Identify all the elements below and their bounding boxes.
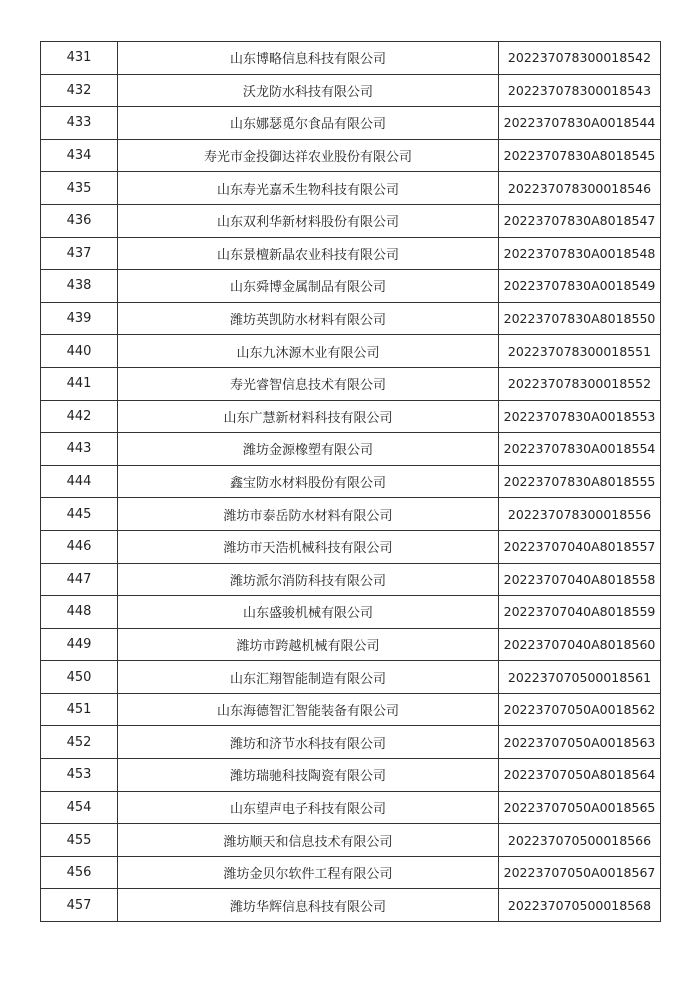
registration-code: 2022370783000185​42 (499, 42, 661, 75)
table-row (41, 726, 661, 759)
table-row (41, 628, 661, 661)
registration-code: 20223707050A0018565 (499, 791, 661, 824)
table-row (41, 107, 661, 140)
table-row (41, 302, 661, 335)
registration-code: 202237078300018552 (499, 367, 661, 400)
registration-code: 20223707830A8018550 (499, 302, 661, 335)
table-row (41, 270, 661, 303)
table-row (41, 596, 661, 629)
registration-code: 202237078300018543 (499, 74, 661, 107)
registration-code: 20223707040A8018560 (499, 628, 661, 661)
registration-code: 202237070500018566 (499, 824, 661, 857)
registration-code: 20223707050A0018567 (499, 856, 661, 889)
table-row (41, 139, 661, 172)
company-name: 山东广慧新材料科技有限公司 (118, 400, 499, 433)
row-number: 447 (41, 563, 118, 596)
table-row (41, 759, 661, 792)
row-number: 449 (41, 628, 118, 661)
row-number: 445 (41, 498, 118, 531)
row-number: 453 (41, 759, 118, 792)
company-name: 山东博略信息科技有限公司 (118, 42, 499, 75)
registration-code: 20223707040A8018559 (499, 596, 661, 629)
registration-code: 20223707830A0018553 (499, 400, 661, 433)
table-row (41, 693, 661, 726)
registration-code: 20223707040A8018558 (499, 563, 661, 596)
row-number: 439 (41, 302, 118, 335)
row-number: 456 (41, 856, 118, 889)
table-row (41, 661, 661, 694)
registration-code: 202237070500018561 (499, 661, 661, 694)
table-row (41, 498, 661, 531)
table-row (41, 400, 661, 433)
table-row (41, 367, 661, 400)
registration-code: 20223707830A0018548 (499, 237, 661, 270)
table-row (41, 204, 661, 237)
company-name: 山东双利华新材料股份有限公司 (118, 204, 499, 237)
table-row (41, 465, 661, 498)
row-number: 438 (41, 270, 118, 303)
table-row (41, 791, 661, 824)
registration-code: 20223707830A0018554 (499, 433, 661, 466)
company-name: 山东望声电子科技有限公司 (118, 791, 499, 824)
registration-code: 20223707050A8018564 (499, 759, 661, 792)
table-row (41, 889, 661, 922)
company-name: 潍坊瑞驰科技陶瓷有限公司 (118, 759, 499, 792)
table-row (41, 433, 661, 466)
registration-code: 20223707830A8018555 (499, 465, 661, 498)
row-number: 440 (41, 335, 118, 368)
row-number: 432 (41, 74, 118, 107)
company-name: 山东盛骏机械有限公司 (118, 596, 499, 629)
table-row (41, 824, 661, 857)
row-number: 448 (41, 596, 118, 629)
row-number: 451 (41, 693, 118, 726)
company-name: 山东景檀新晶农业科技有限公司 (118, 237, 499, 270)
company-name: 山东舜博金属制品有限公司 (118, 270, 499, 303)
company-name: 潍坊顺天和信息技术有限公司 (118, 824, 499, 857)
registration-code: 20223707050A0018563 (499, 726, 661, 759)
company-name: 山东汇翔智能制造有限公司 (118, 661, 499, 694)
registration-code: 20223707830A0018544 (499, 107, 661, 140)
table-row (41, 856, 661, 889)
company-name: 潍坊市跨越机械有限公司 (118, 628, 499, 661)
table-row (41, 563, 661, 596)
registration-code: 20223707040A8018557 (499, 530, 661, 563)
company-name: 山东寿光嘉禾生物科技有限公司 (118, 172, 499, 205)
table-body (41, 42, 661, 922)
registration-code: 202237078300018546 (499, 172, 661, 205)
company-name: 潍坊市天浩机械科技有限公司 (118, 530, 499, 563)
row-number: 454 (41, 791, 118, 824)
company-name: 潍坊金源橡塑有限公司 (118, 433, 499, 466)
company-name: 山东九沐源木业有限公司 (118, 335, 499, 368)
table-row (41, 530, 661, 563)
registration-code: 20223707830A8018547 (499, 204, 661, 237)
row-number: 442 (41, 400, 118, 433)
registration-code: 20223707830A8018545 (499, 139, 661, 172)
row-number: 436 (41, 204, 118, 237)
company-name: 潍坊华辉信息科技有限公司 (118, 889, 499, 922)
table-row (41, 237, 661, 270)
row-number: 444 (41, 465, 118, 498)
company-name: 鑫宝防水材料股份有限公司 (118, 465, 499, 498)
company-name: 山东海德智汇智能装备有限公司 (118, 693, 499, 726)
row-number: 450 (41, 661, 118, 694)
company-name: 寿光睿智信息技术有限公司 (118, 367, 499, 400)
company-name: 潍坊派尔消防科技有限公司 (118, 563, 499, 596)
row-number: 452 (41, 726, 118, 759)
company-name: 潍坊和济节水科技有限公司 (118, 726, 499, 759)
registration-code: 202237070500018568 (499, 889, 661, 922)
row-number: 457 (41, 889, 118, 922)
row-number: 437 (41, 237, 118, 270)
row-number: 431 (41, 42, 118, 75)
row-number: 441 (41, 367, 118, 400)
company-name: 山东娜瑟觅尔食品有限公司 (118, 107, 499, 140)
table-row (41, 335, 661, 368)
row-number: 455 (41, 824, 118, 857)
registration-code: 20223707830A0018549 (499, 270, 661, 303)
registration-code: 20223707050A0018562 (499, 693, 661, 726)
registration-code: 202237078300018556 (499, 498, 661, 531)
row-number: 446 (41, 530, 118, 563)
row-number: 434 (41, 139, 118, 172)
registration-code: 202237078300018551 (499, 335, 661, 368)
company-name: 寿光市金投御达祥农业股份有限公司 (118, 139, 499, 172)
company-name: 潍坊市泰岳防水材料有限公司 (118, 498, 499, 531)
row-number: 435 (41, 172, 118, 205)
table-row (41, 42, 661, 75)
table-row (41, 172, 661, 205)
company-name: 沃龙防水科技有限公司 (118, 74, 499, 107)
table-row (41, 74, 661, 107)
company-name: 潍坊金贝尔软件工程有限公司 (118, 856, 499, 889)
company-table (40, 41, 661, 922)
row-number: 433 (41, 107, 118, 140)
company-name: 潍坊英凯防水材料有限公司 (118, 302, 499, 335)
row-number: 443 (41, 433, 118, 466)
